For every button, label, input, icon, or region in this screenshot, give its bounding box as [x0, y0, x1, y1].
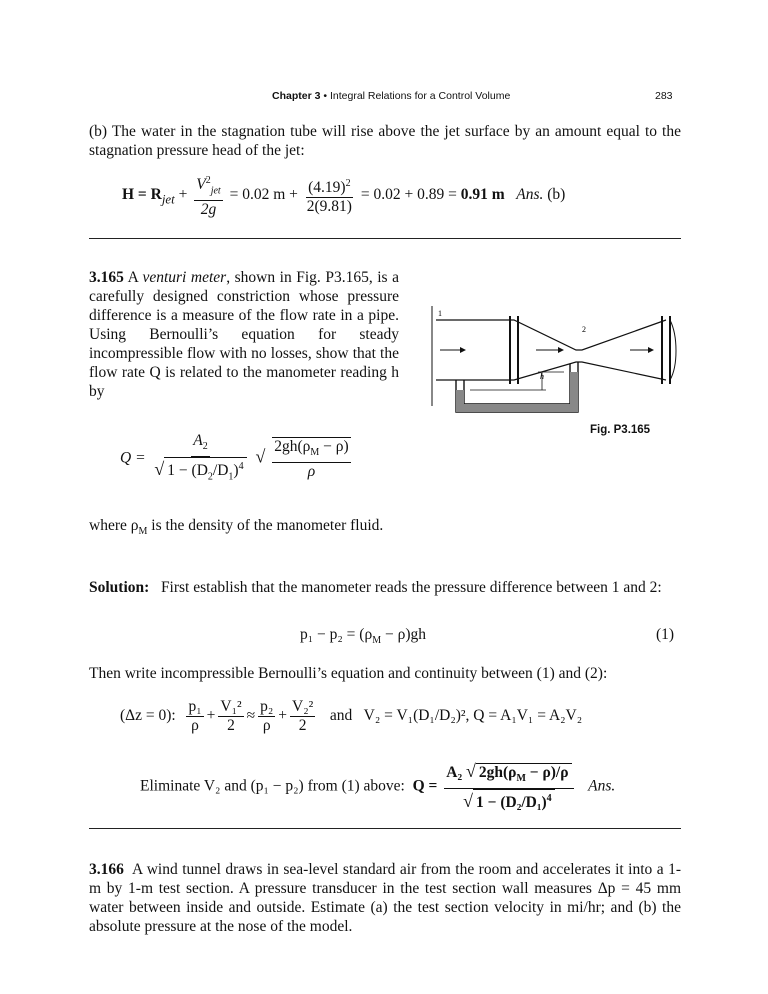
- formula-den-end: ): [233, 462, 239, 480]
- formula-root-num-sub: M: [310, 447, 320, 459]
- formula-fraction: $\frac{A_2}{√ 1 - (D_2/D_1)^4}$: [152, 432, 248, 486]
- ans-den: 1 − (D₂/D₁): [476, 794, 547, 812]
- p2: p₂: [260, 698, 274, 715]
- formula-a2: A: [193, 432, 203, 449]
- problem-number: 3.166: [89, 861, 124, 878]
- figure-label-h: h: [540, 372, 544, 381]
- ans-root-sub: M: [516, 773, 526, 785]
- eq-v: V: [196, 176, 206, 194]
- problem-3165-text: [89, 268, 399, 401]
- eq-result: = 0.02 + 0.89 =: [360, 186, 457, 204]
- figure-caption: Fig. P3.165: [590, 424, 651, 436]
- eq-lhs: H = R: [122, 186, 162, 204]
- numeric-fraction: [305, 175, 354, 216]
- eq-v-sub: jet: [210, 185, 221, 197]
- v2sq: V₂²: [292, 698, 314, 715]
- bernoulli-equation: [120, 698, 582, 735]
- problem-text-a: A: [127, 269, 138, 286]
- radical-icon: √: [255, 446, 266, 467]
- solution-text1: First establish that the manometer reads the pressure difference between 1 and 2:: [160, 579, 662, 596]
- figure-label-2: 2: [582, 325, 586, 334]
- where-b: is the density of the manometer fluid.: [147, 517, 384, 534]
- eq-plus: +: [178, 186, 188, 204]
- and-word: and: [329, 707, 353, 725]
- formula-den-mid: /D: [212, 462, 229, 480]
- part-b-text: (b) The water in the stagnation tube will rise above the jet surface by an amount equal to the stagnation pressure head of the jet:: [89, 123, 681, 159]
- solution-intro: [89, 578, 681, 597]
- dz-label: (Δz = 0):: [120, 707, 176, 725]
- formula-root-num: 2gh(ρ: [274, 438, 311, 456]
- ans-root-end: − ρ)/ρ: [525, 764, 569, 781]
- formula-root-fraction: [272, 437, 350, 481]
- running-title: [272, 90, 510, 102]
- eq1: p₁ − p₂ = (ρ: [300, 626, 373, 643]
- formula-root-den: ρ: [307, 463, 316, 481]
- venturi-formula: [120, 432, 354, 486]
- eq-num2-sup: 2: [345, 178, 351, 190]
- two: 2: [298, 717, 307, 734]
- figure-label-1: 1: [438, 309, 442, 318]
- formula-root-num-end: − ρ): [319, 438, 349, 456]
- ans-part: (b): [547, 186, 566, 204]
- frac-p1: [186, 698, 203, 735]
- eq-2g: 2g: [200, 201, 217, 219]
- ans-num: A₂: [446, 764, 463, 781]
- plus: +: [206, 707, 216, 725]
- where-sub: M: [138, 526, 148, 538]
- frac-p2: [258, 698, 275, 735]
- two: 2: [227, 717, 235, 734]
- part-b-equation: [122, 172, 565, 219]
- answer-fraction: [444, 762, 573, 812]
- venturi-figure: [426, 306, 682, 414]
- continuity: V₂ = V₁(D₁/D₂)², Q = A₁V₁ = A₂V₂: [363, 707, 583, 725]
- where-text: [89, 516, 409, 541]
- problem-term: venturi meter: [142, 269, 227, 286]
- ans-den-sup: 4: [546, 793, 552, 805]
- formula-q: Q =: [120, 449, 146, 467]
- eq-den2: 2(9.81): [306, 198, 352, 216]
- velocity-head-fraction: [194, 172, 222, 219]
- problem-text-b: , shown in Fig. P3.165, is a carefully designed constriction whose pressure difference is a measure of the flow rate in a pipe. Using Bernoulli’s equation for steady incompressible flow with no losses, show that the flow rate Q is related to the manometer reading h by: [89, 269, 399, 400]
- problem-3166-text: [89, 860, 681, 936]
- problem-number: 3.165: [89, 269, 124, 286]
- eq1-sub: M: [372, 635, 382, 647]
- eq1-end: − ρ)gh: [381, 626, 426, 643]
- frac-v2: [290, 698, 315, 735]
- plus: +: [278, 707, 288, 725]
- radical-icon: √: [463, 791, 473, 812]
- chapter-label: Chapter 3: [272, 90, 321, 102]
- formula-a2-sub: 2: [202, 441, 208, 453]
- v1sq: V₁²: [220, 698, 242, 715]
- equation-1: [300, 626, 426, 646]
- formula-den-sup: 4: [238, 461, 244, 473]
- final-answer: [140, 762, 615, 812]
- bullet: •: [323, 90, 328, 102]
- eq-mid1: = 0.02 m +: [229, 186, 298, 204]
- radical-icon: √: [154, 459, 165, 480]
- p1: p₁: [188, 698, 202, 715]
- approx: ≈: [246, 707, 256, 725]
- eq-num2: (4.19): [308, 179, 346, 197]
- eliminate-text: Eliminate V₂ and (p₁ − p₂) from (1) above:: [140, 777, 405, 795]
- solution-text2: Then write incompressible Bernoulli’s equation and continuity between (1) and (2):: [89, 665, 608, 682]
- eq-v-sup: 2: [205, 175, 211, 186]
- divider: [89, 828, 681, 829]
- solution-label: Solution:: [89, 579, 150, 596]
- rho: ρ: [191, 717, 199, 734]
- divider: [89, 238, 681, 239]
- venturi-diagram: [426, 306, 682, 414]
- page-number: 283: [655, 90, 673, 102]
- chapter-title: Integral Relations for a Control Volume: [329, 90, 511, 102]
- ans-root: 2gh(ρ: [478, 764, 517, 781]
- ans-label: Ans.: [588, 777, 616, 795]
- formula-den: 1 − (D: [167, 462, 208, 480]
- problem-text: A wind tunnel draws in sea-level standard air from the room and accelerates it into a 1-m by 1-m test section. A pressure transducer in the test section wall measures Δp = 45 mm water between inside and outside. Estimate (a) the test section velocity in mi/hr; and (b) the absolute pressure at the nose of the model.: [89, 861, 681, 935]
- rho: ρ: [262, 717, 271, 734]
- eq-lhs-sub: jet: [161, 191, 175, 207]
- frac-v1: [218, 698, 243, 735]
- ans-label: Ans.: [516, 186, 544, 204]
- where-a: where ρ: [89, 517, 139, 534]
- equation-1-number: (1): [656, 626, 675, 643]
- ans-q: Q =: [412, 777, 438, 795]
- eq-answer: 0.91 m: [460, 186, 505, 204]
- radical-icon: √: [465, 761, 476, 781]
